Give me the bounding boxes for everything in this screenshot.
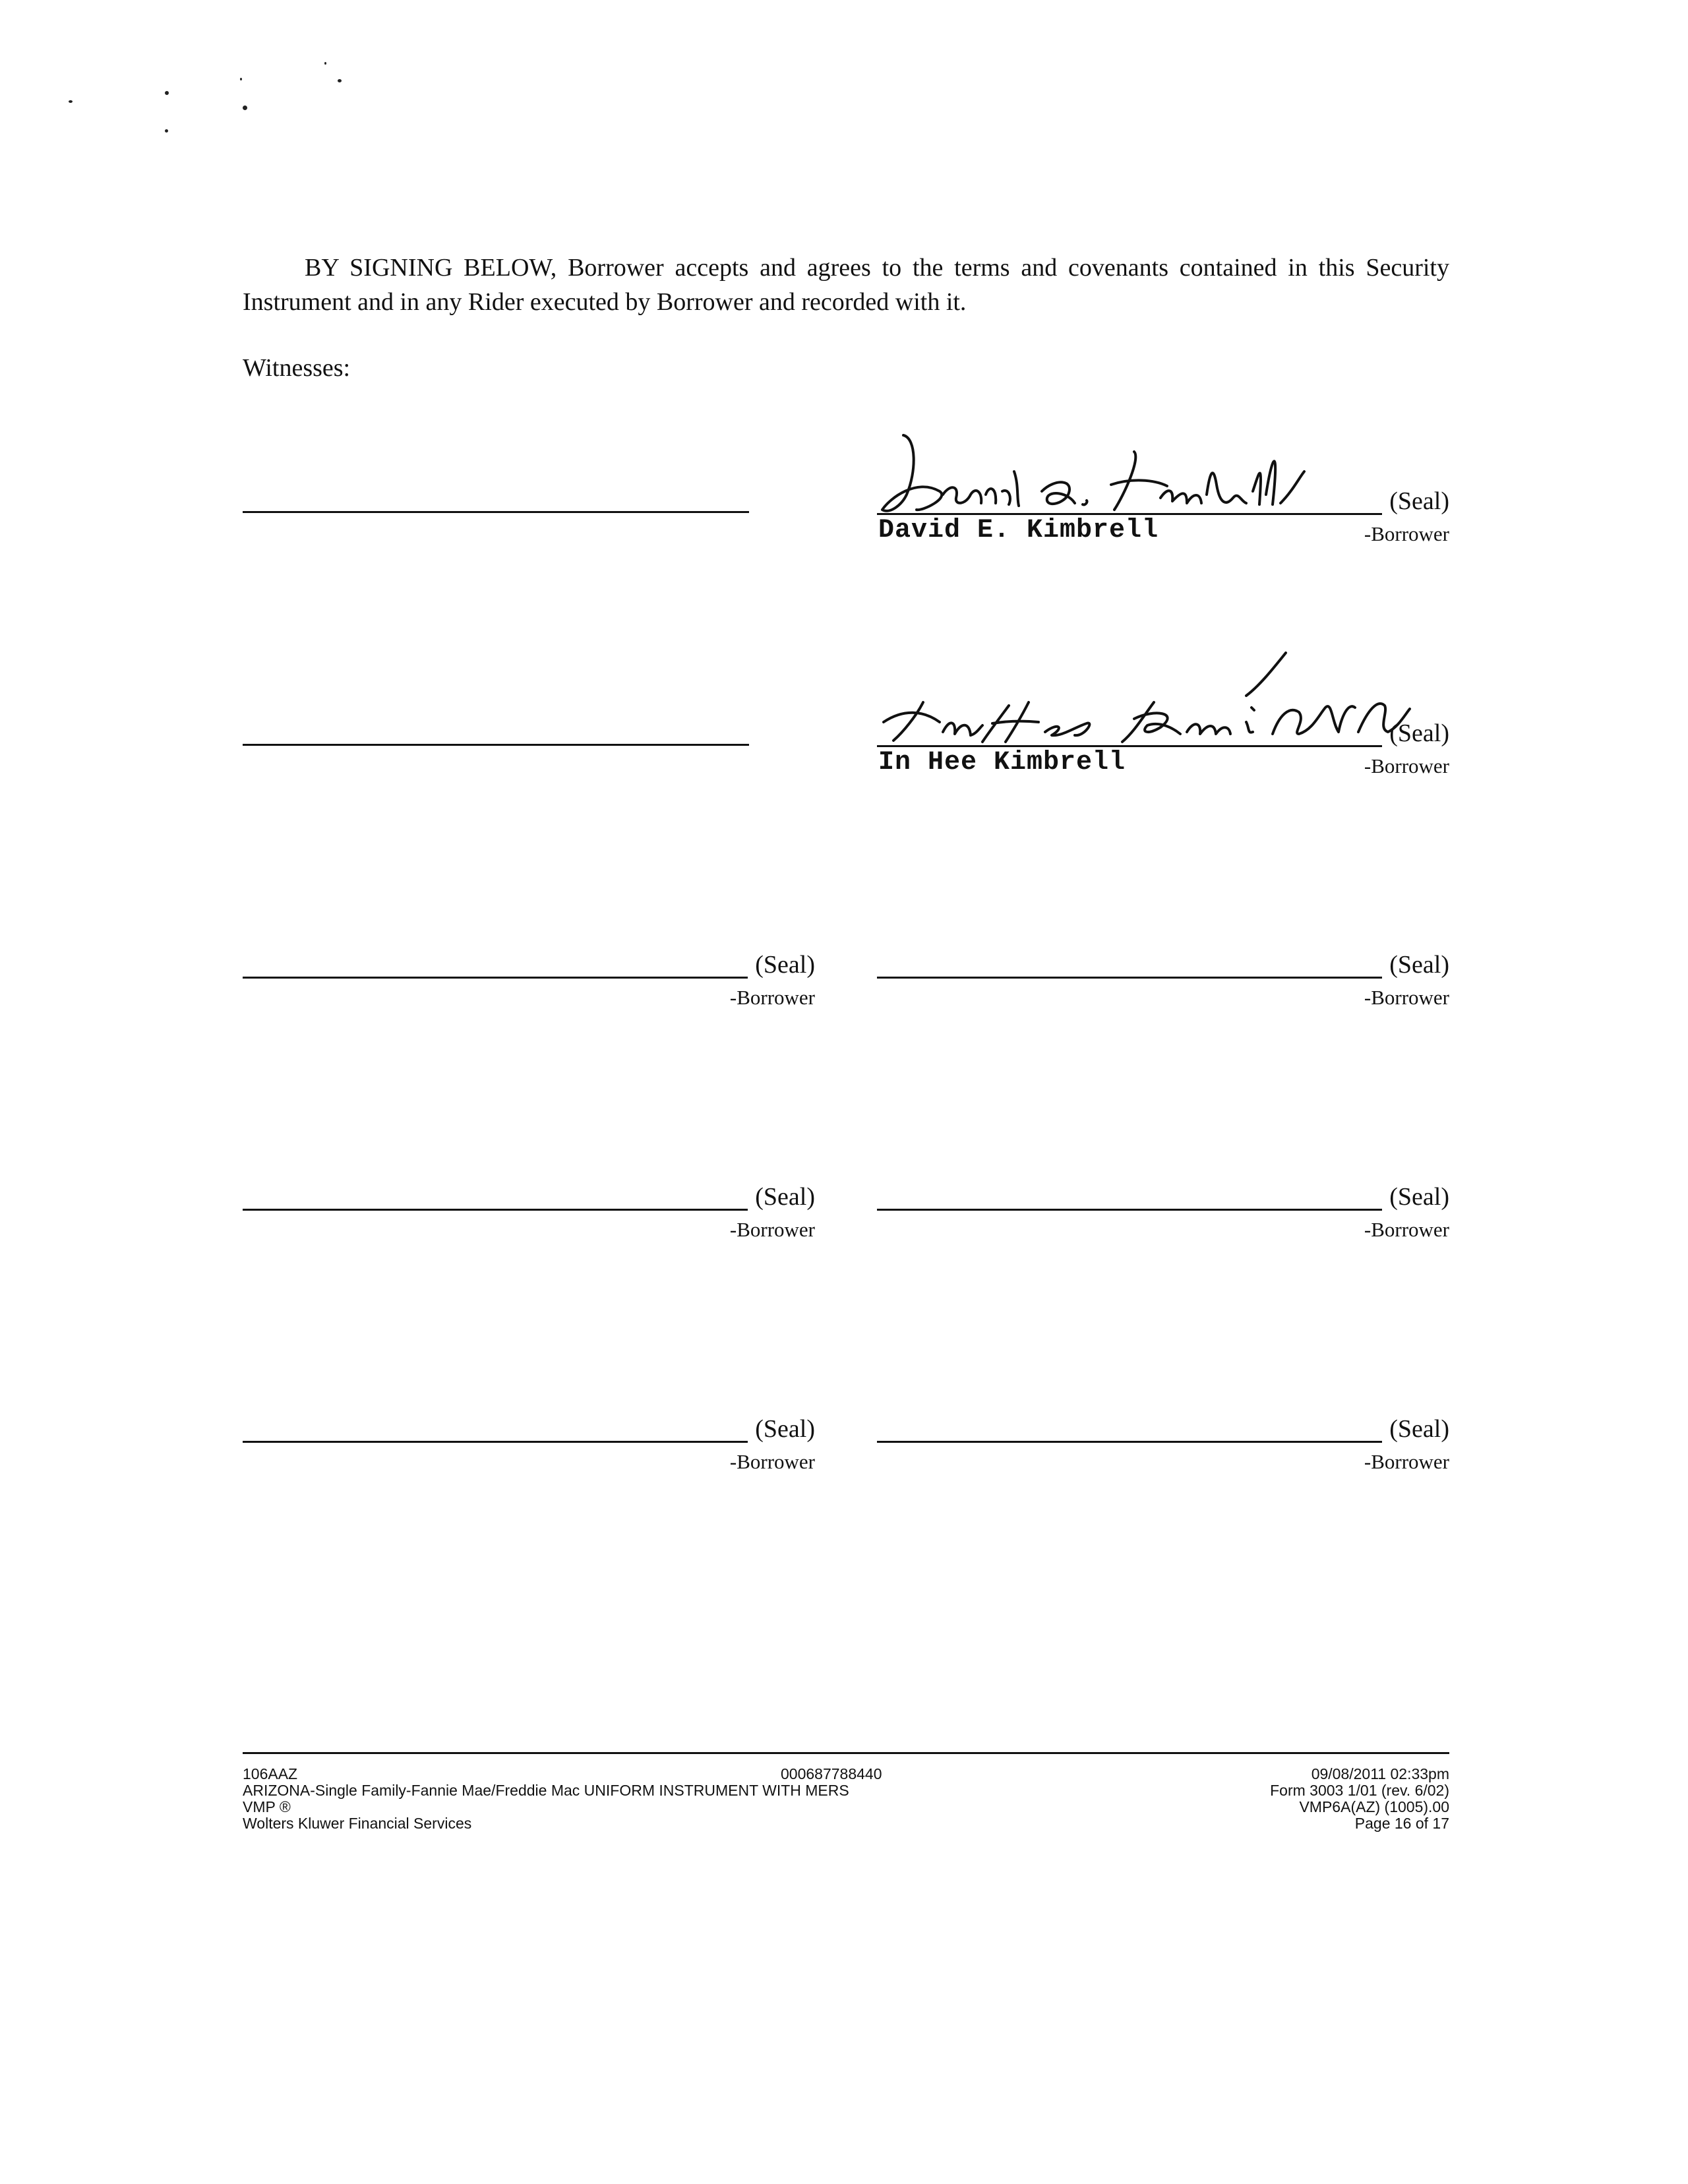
borrower-signature-line[interactable] [877,977,1382,979]
footer-publisher: Wolters Kluwer Financial Services [243,1815,472,1832]
footer-rule [243,1752,1449,1754]
borrower-signature-line[interactable] [243,977,748,979]
handwritten-signature [877,432,1339,524]
scan-speck [324,62,326,65]
footer-timestamp: 09/08/2011 02:33pm [1311,1765,1449,1782]
borrower-signature-line[interactable] [877,745,1382,747]
borrower-label: -Borrower [729,986,815,1009]
seal-label: (Seal) [755,1415,815,1443]
footer-right [1270,1766,1449,1832]
seal-label: (Seal) [1389,1415,1449,1443]
borrower-label: -Borrower [1364,1218,1449,1241]
intro-lead: BY SIGNING BELOW [305,254,551,282]
footer-vmp: VMP ® [243,1798,291,1815]
borrower-label: -Borrower [729,1218,815,1241]
borrower-typed-name: David E. Kimbrell [878,516,1159,545]
witness-signature-line[interactable] [243,744,749,746]
scan-speck [165,129,168,133]
intro-text: , Borrower accepts and agrees to the terms and covenants contained in this Security Instrument and in any Rider executed by Borrower and recorded with it. [243,254,1449,316]
borrower-label: -Borrower [1364,754,1449,777]
borrower-signature-block [243,950,815,1023]
borrower-signature-line[interactable] [877,1209,1382,1211]
footer-vmp-code: VMP6A(AZ) (1005).00 [1299,1798,1449,1815]
footer-page-number: Page 16 of 17 [1354,1815,1449,1832]
borrower-typed-name: In Hee Kimbrell [878,748,1126,777]
scan-speck [243,106,247,110]
footer-form-code: 106AAZ [243,1765,298,1782]
borrower-label: -Borrower [1364,1450,1449,1473]
scan-speck [165,91,169,95]
witnesses-label: Witnesses: [243,354,351,382]
borrower-signature-block [243,1182,815,1255]
borrower-signature-block [877,1414,1449,1487]
intro-paragraph [243,251,1449,319]
witness-signature-line[interactable] [243,511,749,513]
borrower-signature-block [877,950,1449,1023]
borrower-signature-line[interactable] [243,1209,748,1211]
borrower-label: -Borrower [1364,986,1449,1009]
borrower-signature-block [877,1182,1449,1255]
seal-label: (Seal) [755,951,815,979]
scan-speck [338,79,342,82]
seal-label: (Seal) [1389,1183,1449,1211]
footer-loan-number: 000687788440 [781,1765,882,1782]
seal-label: (Seal) [755,1183,815,1211]
handwritten-signature [877,650,1424,745]
borrower-label: -Borrower [729,1450,815,1473]
footer-left [243,1766,849,1832]
seal-label: (Seal) [1389,487,1449,515]
scan-speck [69,100,73,103]
footer-form-number: Form 3003 1/01 (rev. 6/02) [1270,1782,1449,1799]
seal-label: (Seal) [1389,719,1449,747]
borrower-signature-line[interactable] [243,1441,748,1443]
borrower-label: -Borrower [1364,522,1449,545]
seal-label: (Seal) [1389,951,1449,979]
scan-speck [240,78,242,80]
footer-form-title: ARIZONA-Single Family-Fannie Mae/Freddie Mac UNIFORM INSTRUMENT WITH MERS [243,1782,849,1799]
borrower-signature-block [243,1414,815,1487]
borrower-signature-line[interactable] [877,1441,1382,1443]
